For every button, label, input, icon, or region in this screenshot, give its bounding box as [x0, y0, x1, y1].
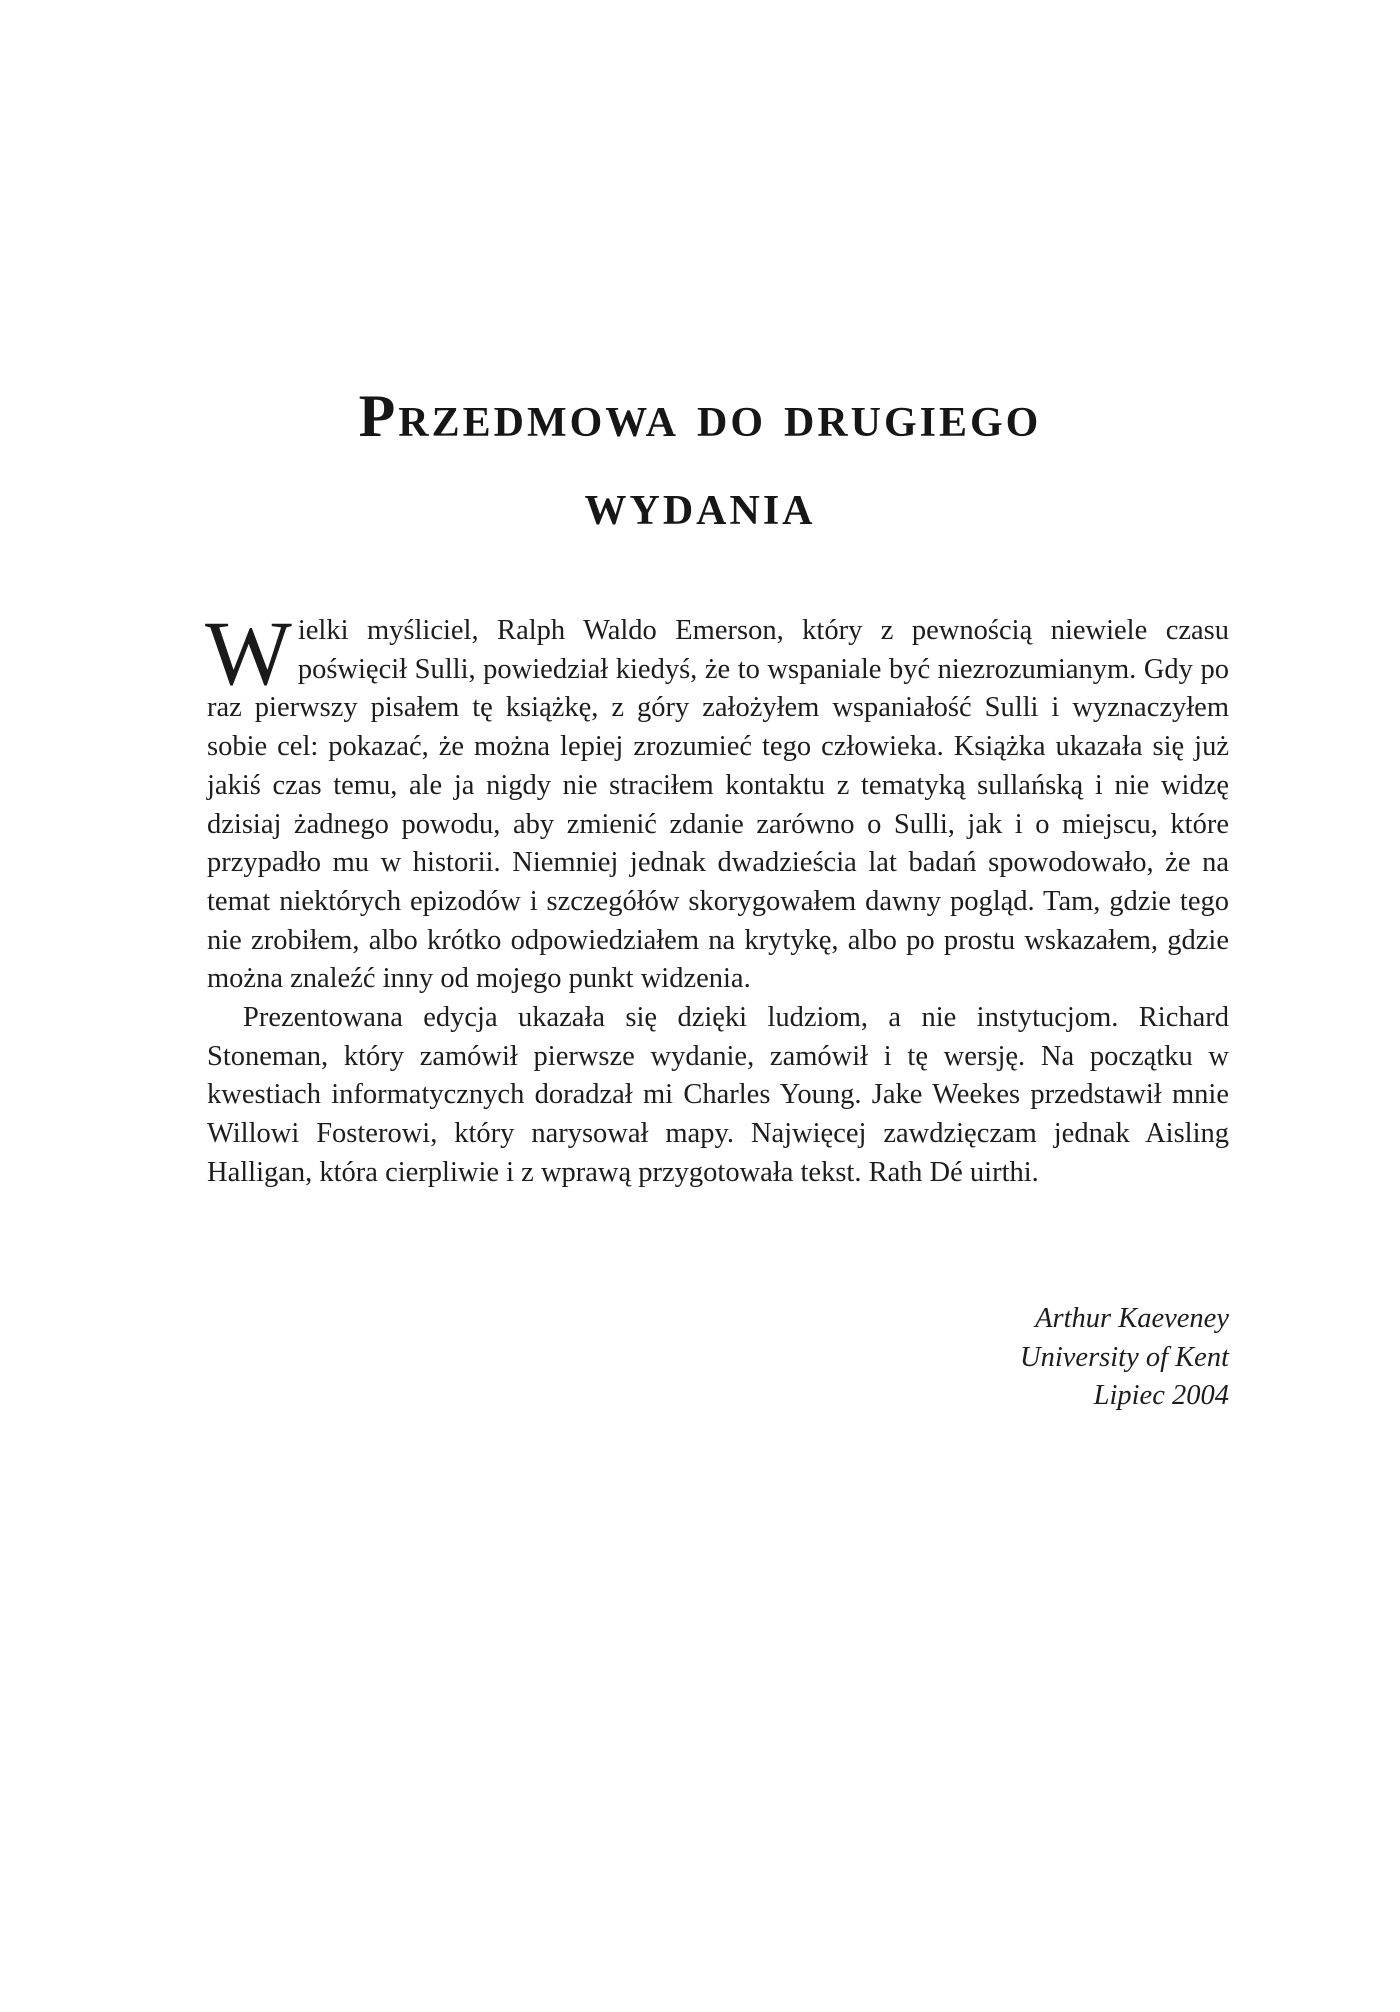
page-title: [200, 372, 1200, 548]
paragraph-1: [205, 602, 1229, 999]
paragraph-2: Prezentowana edycja ukazała się dzięki ludziom, a nie instytucjom. Richard Stoneman, który zamówił pierwsze wydanie, zamówił i tę wersję. Na początku w kwestiach informatycznych doradzał mi Charles Young. Jake Weekes przedstawił mnie Willowi Fosterowi, który narysował mapy. Najwięcej zawdzięczam jednak Aisling Halligan, która cierpliwie i z wprawą przygotowała tekst. Rath Dé uirthi.: [207, 1002, 1229, 1188]
drop-cap: W: [205, 602, 292, 704]
signature-date: Lipiec 2004: [1093, 1380, 1229, 1411]
paragraph-1-text: ielki myśliciel, Ralph Waldo Emerson, który z pewnością niewiele czasu poświęcił Sulli, powiedział kiedyś, że to wspaniale być niezrozumianym. Gdy po raz pierwszy pisałem tę książkę, z góry założyłem wspaniałość Sulli i wyznaczyłem sobie cel: pokazać, że można lepiej zrozumieć tego człowieka. Książka ukazała się już jakiś czas temu, ale ja nigdy nie straciłem kontaktu z tematyką sullańską i nie widzę dzisiaj żadnego powodu, aby zmienić zdanie zarówno o Sulli, jak i o miejscu, które przypadło mu w historii. Niemniej jednak dwadzieścia lat badań spowodowało, że na temat niektórych epizodów i szczegółów skorygowałem dawny pogląd. Tam, gdzie tego nie zrobiłem, albo krótko odpowiedziałem na krytykę, albo po prostu wskazałem, gdzie można znaleźć inny od mojego punkt widzenia.: [207, 615, 1229, 995]
signature-block: [1020, 1300, 1229, 1416]
author-institution: University of Kent: [1020, 1341, 1229, 1373]
title-line-1: Przedmowa do drugiego: [358, 383, 1042, 449]
author-name: Arthur Kaeveney: [1035, 1303, 1229, 1334]
title-line-2: wydania: [584, 471, 816, 537]
preface-body: [205, 602, 1229, 1193]
